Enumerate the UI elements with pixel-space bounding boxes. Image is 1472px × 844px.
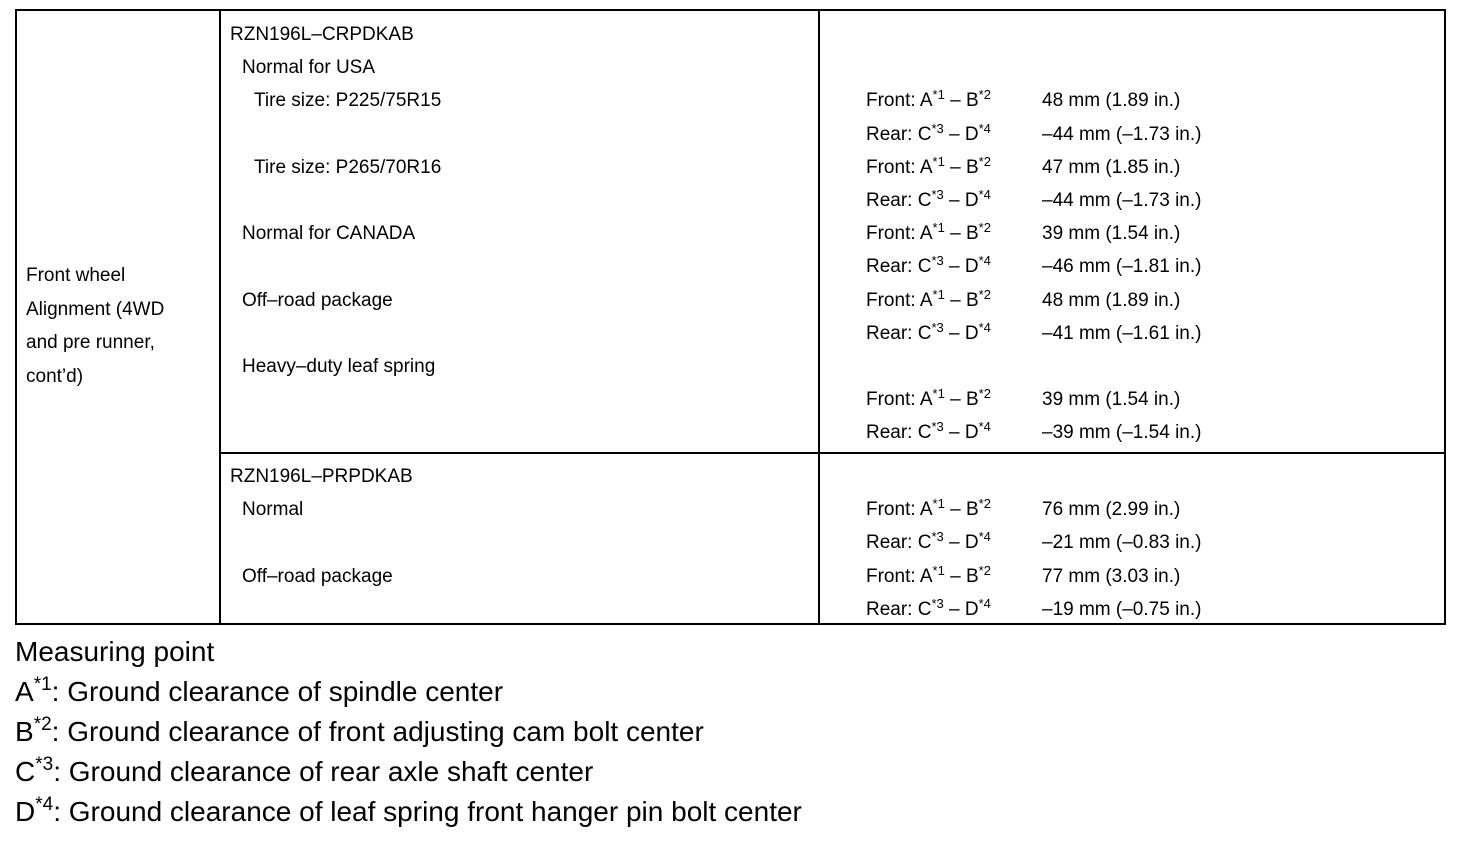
position-label-part: – D xyxy=(943,532,979,554)
table-row xyxy=(230,317,1444,350)
spec-cell: Off–road package xyxy=(242,565,393,587)
spec-cell: Normal for USA xyxy=(242,57,376,79)
front-position-label xyxy=(866,151,991,184)
front-position-label xyxy=(866,493,991,526)
position-label-part: Front: A xyxy=(866,565,933,587)
note-text: : Ground clearance of front adjusting cam bolt center xyxy=(51,716,704,747)
note-superscript: *3 xyxy=(35,754,54,775)
position-label-part: *2 xyxy=(978,562,991,578)
rear-position-label xyxy=(866,416,991,449)
note-item xyxy=(15,712,802,752)
position-label-part: – B xyxy=(944,156,979,178)
position-label-part: *3 xyxy=(931,419,944,435)
position-label-part: Front: A xyxy=(866,90,933,112)
position-label-part: *1 xyxy=(932,386,945,402)
position-label-part: *2 xyxy=(978,220,991,236)
position-label-part: Front: A xyxy=(866,289,933,311)
value-cell: –46 mm (–1.81 in.) xyxy=(1042,256,1202,278)
position-label-part: Rear: C xyxy=(866,190,932,211)
note-text: : Ground clearance of spindle center xyxy=(51,676,504,707)
position-label-part: – D xyxy=(943,123,979,145)
value-cell: 48 mm (1.89 in.) xyxy=(1042,90,1181,112)
value-cell: 48 mm (1.89 in.) xyxy=(1042,289,1181,311)
table-row xyxy=(230,217,1444,250)
position-label-part: *2 xyxy=(978,386,991,402)
position-label-part: Rear: C xyxy=(866,123,932,145)
position-label-part: – D xyxy=(943,190,979,211)
table-row xyxy=(230,383,1444,416)
position-label-part: *4 xyxy=(978,419,991,435)
note-text: : Ground clearance of leaf spring front hanger pin bolt center xyxy=(53,796,802,827)
position-label-part: *4 xyxy=(978,187,991,202)
value-cell: –21 mm (–0.83 in.) xyxy=(1042,532,1202,554)
spec-cell: Tire size: P225/75R15 xyxy=(254,90,442,112)
note-superscript: *2 xyxy=(33,714,52,735)
note-item xyxy=(15,792,802,832)
table-row xyxy=(230,560,1444,593)
rear-position-label xyxy=(866,250,991,283)
front-position-label xyxy=(866,560,991,593)
position-label-part: *4 xyxy=(978,529,991,545)
position-label-part: – B xyxy=(944,565,979,587)
position-label-part: *3 xyxy=(931,120,944,136)
position-label-part: – D xyxy=(943,598,979,620)
position-label-part: *3 xyxy=(931,319,944,335)
item-line: Alignment (4WD xyxy=(26,298,165,320)
front-position-label xyxy=(866,383,991,416)
note-letter: A xyxy=(15,676,34,707)
table-row xyxy=(230,184,1444,217)
position-label-part: *2 xyxy=(978,286,991,302)
position-label-part: *1 xyxy=(932,562,945,578)
rear-position-label xyxy=(866,184,991,217)
table-row xyxy=(230,350,1444,383)
position-label-part: Rear: C xyxy=(866,256,932,278)
position-label-part: Rear: C xyxy=(866,322,932,344)
table-row xyxy=(230,51,1444,84)
table-row xyxy=(230,493,1444,526)
item-line: Front wheel xyxy=(26,265,126,286)
position-label-part: Front: A xyxy=(866,156,933,178)
model-code: RZN196L–CRPDKAB xyxy=(230,24,414,45)
front-position-label xyxy=(866,284,991,317)
spec-cell: Normal xyxy=(242,499,304,521)
rear-position-label xyxy=(866,593,991,626)
position-label-part: *3 xyxy=(931,253,944,269)
table-row xyxy=(230,593,1444,626)
note-item xyxy=(15,752,802,792)
spec-cell: Tire size: P265/70R16 xyxy=(254,156,442,178)
table-row xyxy=(230,84,1444,117)
value-cell: –39 mm (–1.54 in.) xyxy=(1042,422,1202,444)
position-label-part: Rear: C xyxy=(866,422,932,444)
model-code: RZN196L–PRPDKAB xyxy=(230,466,413,487)
position-label-part: *1 xyxy=(932,87,945,103)
note-letter: C xyxy=(15,756,36,787)
value-cell: –19 mm (–0.75 in.) xyxy=(1042,598,1202,620)
value-cell: –41 mm (–1.61 in.) xyxy=(1042,322,1202,344)
note-superscript: *1 xyxy=(33,674,52,695)
front-position-label xyxy=(866,84,991,117)
note-text: : Ground clearance of rear axle shaft center xyxy=(53,756,594,787)
rear-position-label xyxy=(866,118,991,151)
position-label-part: – B xyxy=(944,223,979,245)
position-label-part: – B xyxy=(944,499,979,521)
position-label-part: Rear: C xyxy=(866,598,932,620)
position-label-part: – D xyxy=(943,256,979,278)
item-cell xyxy=(26,259,164,393)
table-row xyxy=(230,118,1444,151)
position-label-part: – D xyxy=(943,322,979,344)
value-cell: 39 mm (1.54 in.) xyxy=(1042,223,1181,245)
position-label-part: *2 xyxy=(978,496,991,512)
item-line: and pre runner, xyxy=(26,332,155,353)
position-label-part: *4 xyxy=(978,253,991,269)
position-label-part: Front: A xyxy=(866,223,933,245)
spec-cell: Normal for CANADA xyxy=(242,223,416,245)
group-divider xyxy=(219,452,1444,454)
position-label-part: Rear: C xyxy=(866,532,932,554)
position-label-part: Front: A xyxy=(866,499,933,521)
column-divider-item xyxy=(219,11,221,623)
rear-position-label xyxy=(866,317,991,350)
value-cell: 39 mm (1.54 in.) xyxy=(1042,389,1181,411)
position-label-part: *3 xyxy=(931,595,944,611)
value-cell: –44 mm (–1.73 in.) xyxy=(1042,123,1202,145)
position-label-part: *1 xyxy=(932,496,945,512)
position-label-part: – D xyxy=(943,422,979,444)
position-label-part: *1 xyxy=(932,286,945,302)
value-cell: 77 mm (3.03 in.) xyxy=(1042,565,1181,587)
note-letter: D xyxy=(15,796,36,827)
item-line: cont’d) xyxy=(26,365,84,387)
notes-title: Measuring point xyxy=(15,636,215,667)
position-label-part: Front: A xyxy=(866,389,933,411)
position-label-part: *2 xyxy=(978,153,991,169)
table-row xyxy=(230,526,1444,559)
value-cell: 76 mm (2.99 in.) xyxy=(1042,499,1181,521)
position-label-part: *4 xyxy=(978,595,991,611)
table-row xyxy=(230,151,1444,184)
note-superscript: *4 xyxy=(35,794,54,815)
position-label-part: – B xyxy=(944,90,979,112)
specification-table xyxy=(15,9,1446,625)
rear-position-label xyxy=(866,526,991,559)
front-position-label xyxy=(866,217,991,250)
position-label-part: *4 xyxy=(978,120,991,136)
table-row xyxy=(230,250,1444,283)
position-label-part: *1 xyxy=(932,220,945,236)
position-label-part: – B xyxy=(944,389,979,411)
value-cell: 47 mm (1.85 in.) xyxy=(1042,156,1181,178)
table-row xyxy=(230,416,1444,449)
position-label-part: *3 xyxy=(931,529,944,545)
position-label-part: *1 xyxy=(932,153,945,169)
note-letter: B xyxy=(15,716,34,747)
value-cell: –44 mm (–1.73 in.) xyxy=(1042,190,1202,211)
spec-cell: Heavy–duty leaf spring xyxy=(242,356,436,377)
measuring-point-notes xyxy=(15,632,802,832)
position-label-part: *3 xyxy=(931,187,944,202)
table-row xyxy=(230,284,1444,317)
position-label-part: *4 xyxy=(978,319,991,335)
note-item xyxy=(15,672,802,712)
position-label-part: *2 xyxy=(978,87,991,103)
spec-cell: Off–road package xyxy=(242,289,393,311)
position-label-part: – B xyxy=(944,289,979,311)
